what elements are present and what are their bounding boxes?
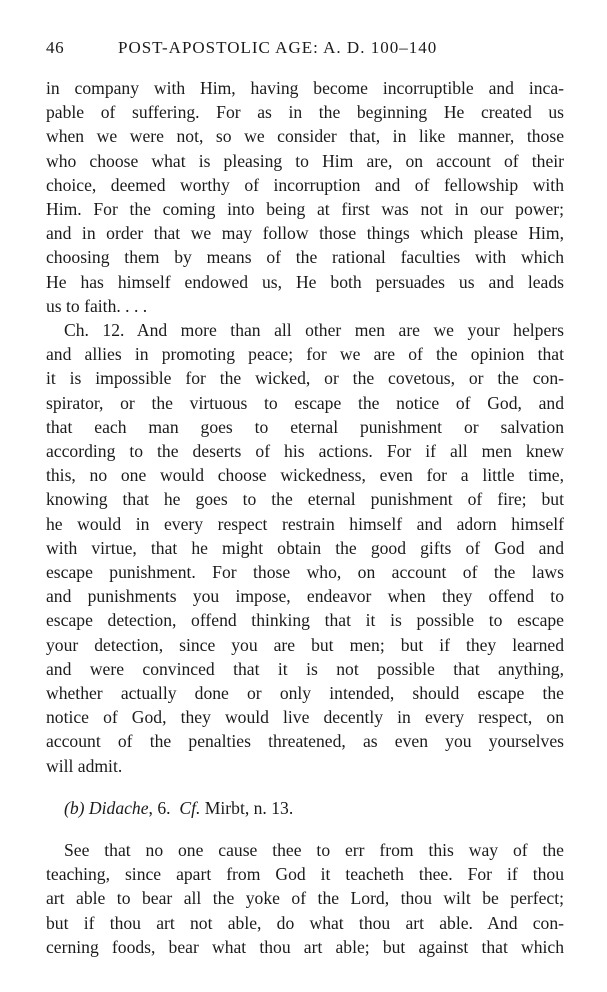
text-line: with virtue, that he might obtain the good gifts of God and [46,537,564,558]
text-line: See that no one cause thee to err from this way of the [64,839,564,860]
text-line: this, no one would choose wickedness, even for a little time, [46,465,564,486]
section-label: (b) [64,797,85,818]
text-line: us to faith. . . . [46,295,148,316]
text-line: account of the penalties threatened, as even you yourselves [46,731,564,752]
document-page [46,38,564,959]
paragraph-didache-6 [46,838,564,959]
text-line: it is impossible for the wicked, or the covetous, or the con- [46,368,564,389]
running-head [46,38,564,66]
text-line: escape detection, offend thinking that it is possible to escape [46,610,564,631]
text-line: cerning foods, bear what thou art able; but against that which [46,936,564,957]
text-line: that each man goes to eternal punishment or salvation [46,416,564,437]
mirbt-reference: Mirbt, n. 13. [200,797,294,818]
text-line: escape punishment. For those who, on account of the laws [46,562,564,583]
cf-abbrev: Cf. [179,797,201,818]
text-line: according to the deserts of his actions. For if all men knew [46,441,564,462]
section-heading-didache [64,796,564,820]
text-line: and were convinced that it is not possible that anything, [46,658,564,679]
text-line: but if thou art not able, do what thou art able. And con- [46,912,564,933]
text-line: art able to bear all the yoke of the Lord, thou wilt be perfect; [46,888,564,909]
source-chapter: , 6. [148,797,171,818]
page-number: 46 [46,38,65,57]
text-line: Him. For the coming into being at first was not in our power; [46,199,564,220]
text-line: knowing that he goes to the eternal punishment of fire; but [46,489,564,510]
text-line: he would in every respect restrain himself and adorn himself [46,513,564,534]
text-line: teaching, since apart from God it teacheth thee. For if thou [46,864,564,885]
text-line: Ch. 12. And more than all other men are we your helpers [64,320,564,341]
text-line: He has himself endowed us, He both persuades us and leads [46,271,564,292]
text-line: will admit. [46,755,123,776]
text-line: notice of God, they would live decently in every respect, on [46,707,564,728]
text-line: choice, deemed worthy of incorruption and of fellowship with [46,174,564,195]
paragraph-apology-ch11 [46,76,564,318]
text-line: whether actually done or only intended, should escape the [46,683,564,704]
paragraph-apology-ch12 [46,318,564,778]
text-line: and punishments you impose, endeavor when they offend to [46,586,564,607]
text-line: choosing them by means of the rational faculties with which [46,247,564,268]
text-line: and in order that we may follow those things which please Him, [46,223,564,244]
running-title: POST-APOSTOLIC AGE: A. D. 100–140 [118,38,438,57]
text-line: and allies in promoting peace; for we are of the opinion that [46,344,564,365]
text-line: your detection, since you are but men; but if they learned [46,634,564,655]
text-line: pable of suffering. For as in the beginning He created us [46,102,564,123]
text-line: spirator, or the virtuous to escape the notice of God, and [46,392,564,413]
text-line: when we were not, so we consider that, in like manner, those [46,126,564,147]
text-line: who choose what is pleasing to Him are, on account of their [46,150,564,171]
text-line: in company with Him, having become incorruptible and inca- [46,78,564,98]
source-title: Didache [88,797,149,818]
